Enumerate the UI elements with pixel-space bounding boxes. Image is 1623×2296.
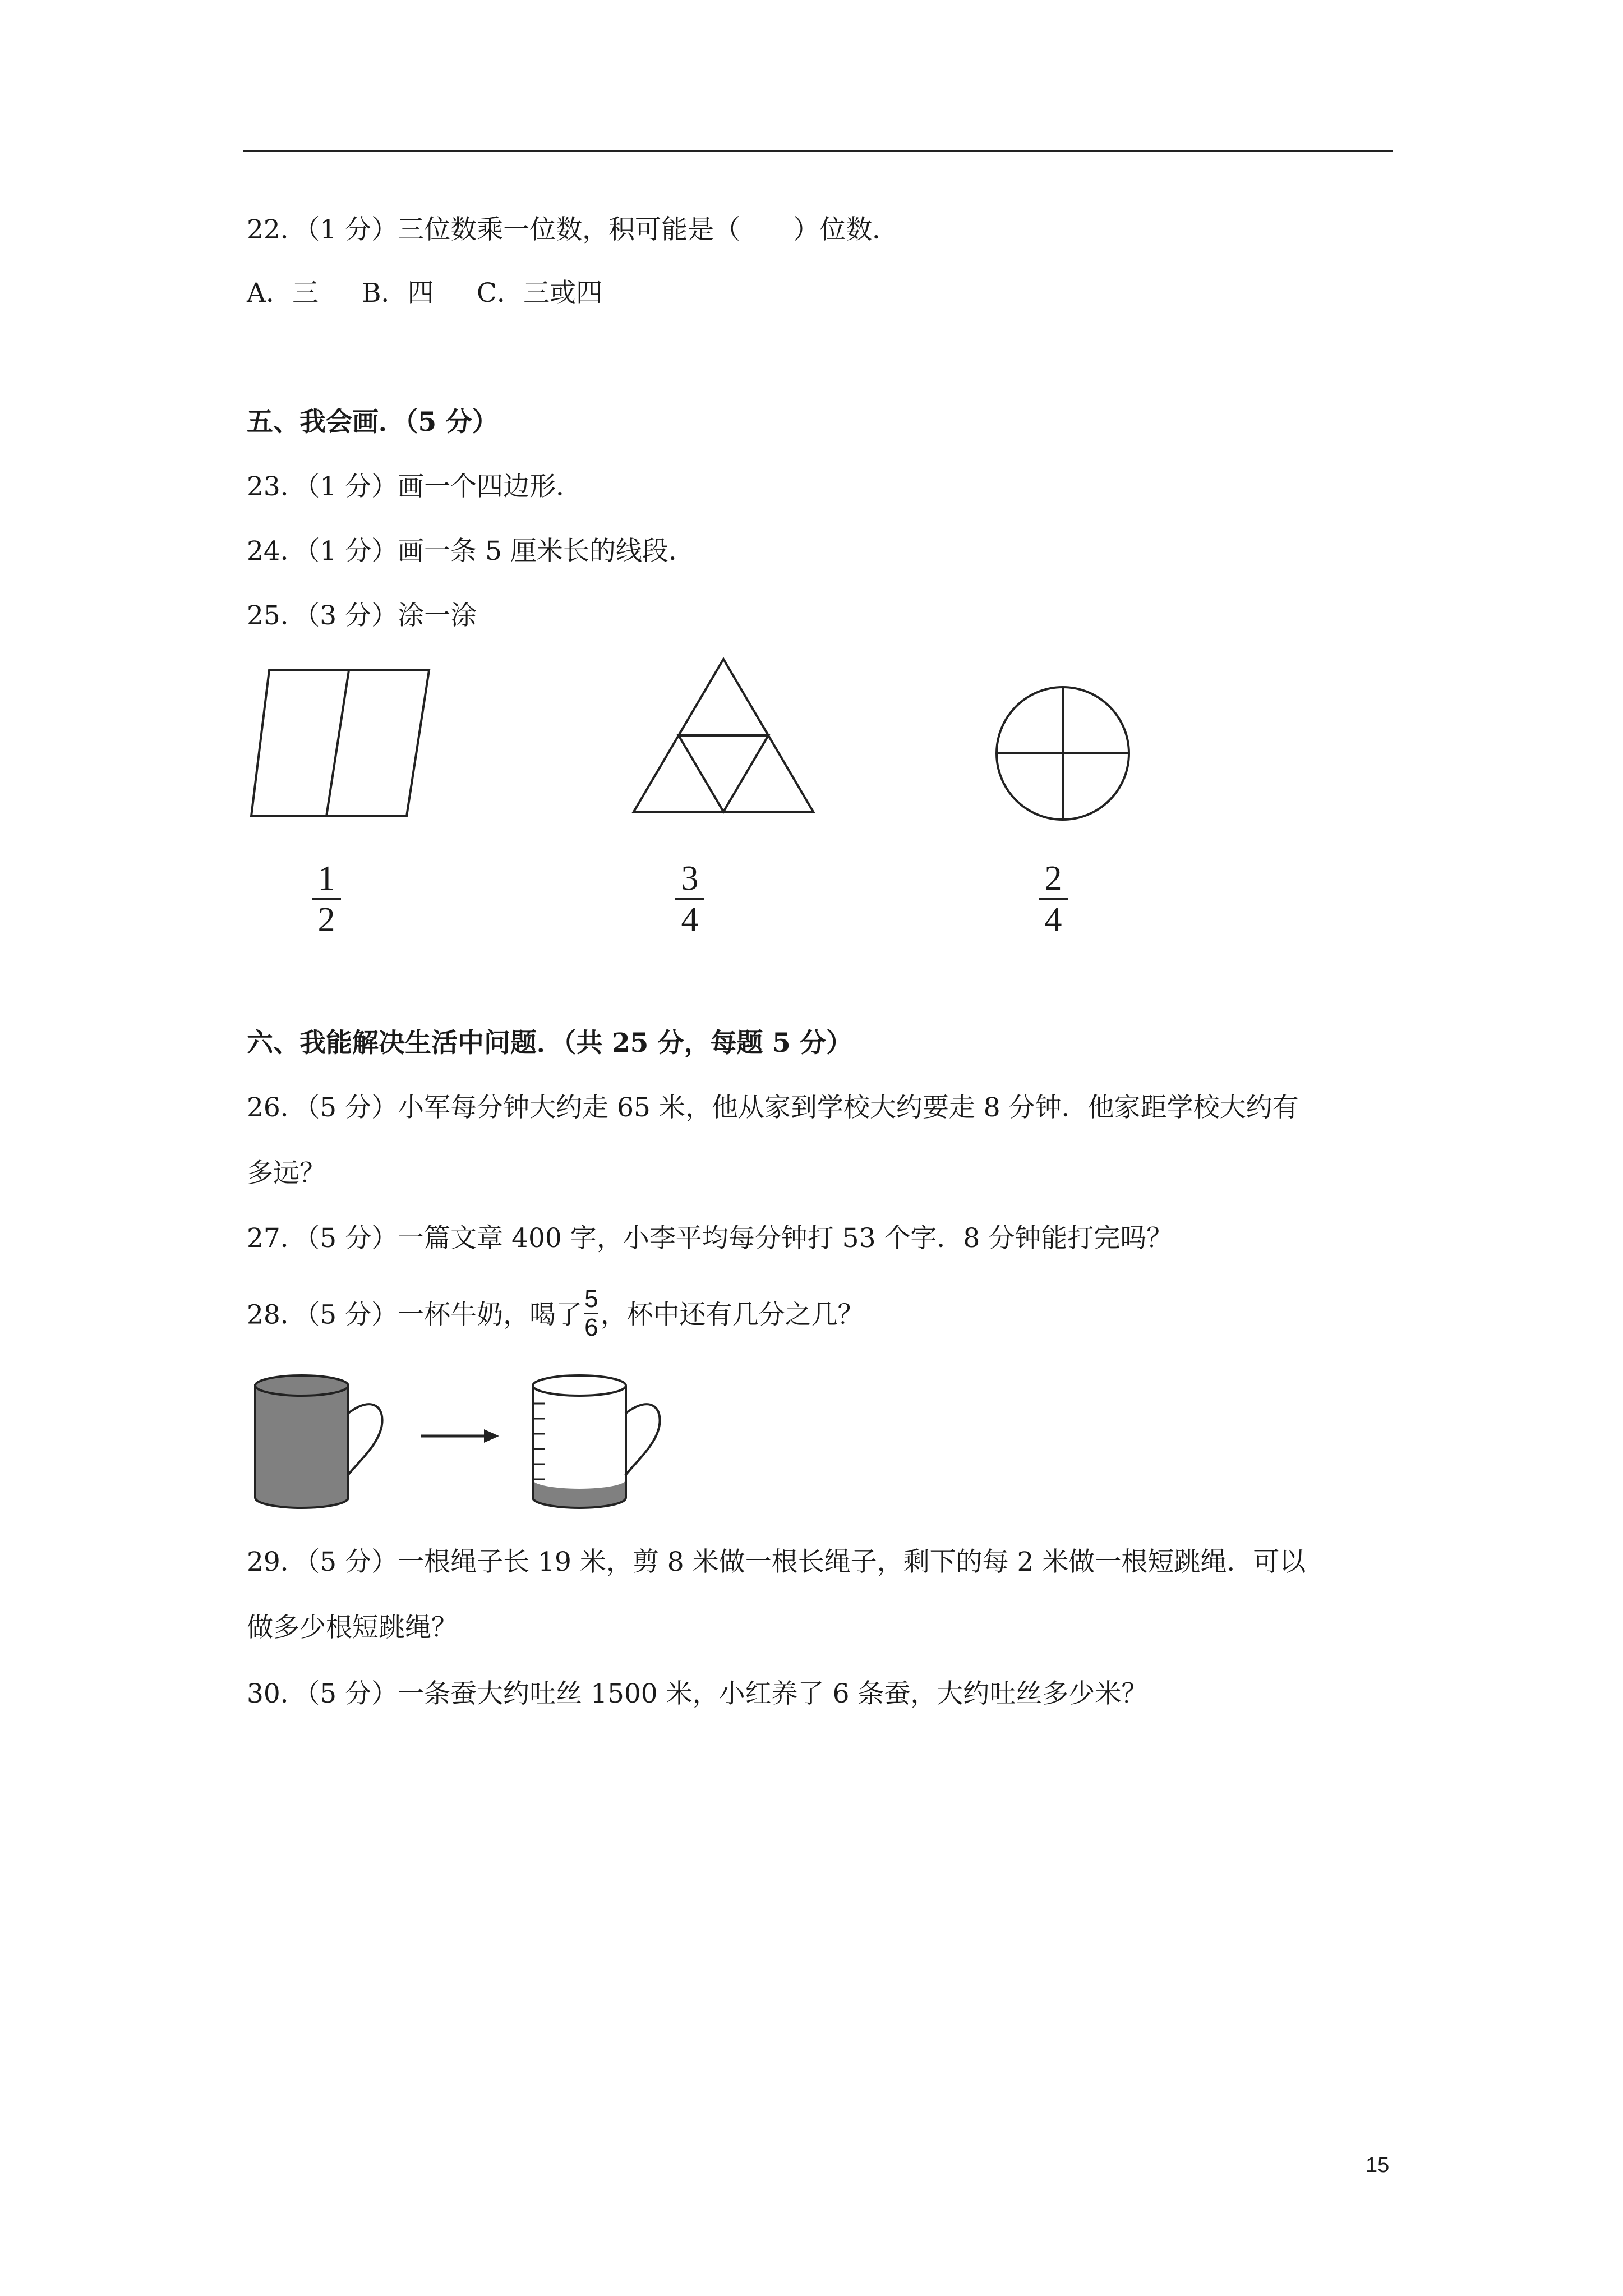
fraction-three-quarters (673, 861, 707, 937)
question-28 (247, 1285, 864, 1343)
parallelogram-outline (251, 670, 429, 816)
empty-milk-cup (524, 1369, 670, 1515)
fraction-numerator: 2 (1044, 859, 1062, 898)
question-23: 23．（1 分）画一个四边形． (247, 471, 583, 502)
remaining-milk (533, 1480, 626, 1508)
question-26-line-2: 多远？ (247, 1158, 326, 1189)
question-24: 24．（1 分）画一条 5 厘米长的线段． (247, 536, 695, 567)
fraction-numerator: 3 (681, 859, 699, 898)
q28-text-after: ，杯中还有几分之几？ (600, 1299, 864, 1331)
question-29-line-1: 29．（5 分）一根绳子长 19 米，剪 8 米做一根长绳子，剩下的每 2 米做一根短跳绳．可以 (247, 1547, 1306, 1577)
header-rule (243, 150, 1393, 152)
question-29-line-2: 做多少根短跳绳？ (247, 1612, 458, 1643)
section-5-title: 五、我会画．（5 分） (247, 407, 499, 438)
fraction-two-quarters (1036, 861, 1070, 937)
fraction-denominator: 4 (681, 901, 699, 939)
question-30: 30．（5 分）一条蚕大约吐丝 1500 米，小红养了 6 条蚕，大约吐丝多少米？ (247, 1678, 1148, 1709)
fraction-numerator: 5 (584, 1285, 598, 1313)
q22-option-a: A．三 (247, 278, 319, 309)
fraction-one-half (310, 861, 343, 937)
question-22: 22．（1 分）三位数乘一位数，积可能是（ ）位数． (247, 214, 899, 245)
triangle-figure (631, 654, 816, 822)
fraction-denominator: 6 (584, 1314, 598, 1341)
arrow-icon (418, 1425, 502, 1447)
q22-option-c: C．三或四 (477, 278, 602, 309)
triangle-inner (679, 735, 768, 812)
fraction-bar (1039, 898, 1068, 900)
full-cup-handle (348, 1404, 382, 1475)
fraction-numerator: 1 (317, 859, 335, 898)
parallelogram-figure (247, 662, 437, 825)
fraction-bar (312, 898, 341, 900)
empty-cup-handle (625, 1404, 660, 1475)
circle-figure (993, 683, 1133, 823)
fraction-bar (675, 898, 704, 900)
page-number: 15 (1366, 2154, 1390, 2177)
full-cup-body (255, 1386, 348, 1508)
q28-text-before: 28．（5 分）一杯牛奶，喝了 (247, 1299, 583, 1331)
cup-measure-ticks (533, 1404, 545, 1479)
parallelogram-divider (326, 670, 349, 816)
question-25: 25．（3 分）涂一涂 (247, 600, 477, 631)
full-cup-rim (255, 1375, 348, 1396)
question-26-line-1: 26．（5 分）小军每分钟大约走 65 米，他从家到学校大约要走 8 分钟．他家距学校大约有 (247, 1092, 1299, 1123)
fraction-denominator: 2 (317, 901, 335, 939)
section-6-title: 六、我能解决生活中问题．（共 25 分，每题 5 分） (247, 1028, 853, 1059)
fraction-denominator: 4 (1044, 901, 1062, 939)
q28-fraction (584, 1287, 598, 1340)
q22-option-b: B．四 (362, 278, 434, 309)
full-milk-cup (247, 1369, 393, 1515)
question-27: 27．（5 分）一篇文章 400 字，小李平均每分钟打 53 个字．8 分钟能打完吗？ (247, 1223, 1173, 1254)
empty-cup-rim (533, 1375, 626, 1396)
